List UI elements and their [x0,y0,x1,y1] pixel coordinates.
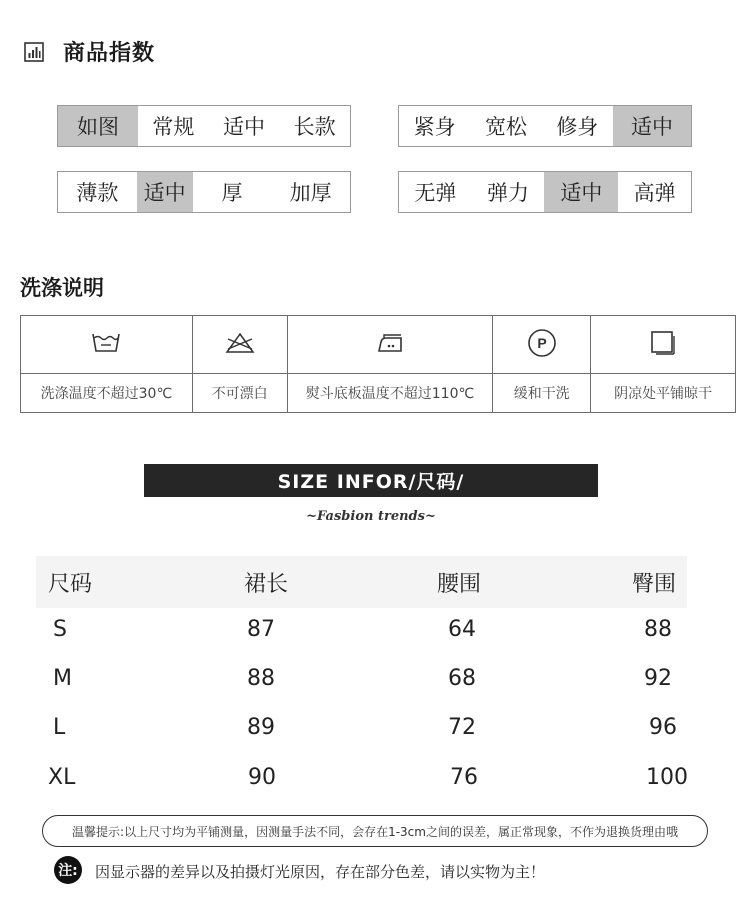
attr-option: 薄款 [76,181,119,205]
size-cell: S [53,617,67,642]
attr-group-thickness [57,171,351,213]
size-cell: 76 [450,765,478,790]
iron-icon [375,332,405,354]
wash-cell [493,316,591,374]
size-cell: 72 [448,715,476,740]
size-cell: 87 [247,617,275,642]
wash-label: 洗涤温度不超过30℃ [21,374,193,413]
dry-flat-icon [650,330,676,356]
size-table-header [36,556,687,608]
attr-option: 弹力 [487,181,529,205]
attr-option: 适中 [544,172,618,212]
color-note: 因显示器的差异以及拍摄灯光原因，存在部分色差，请以实物为主！ [95,863,546,881]
size-cell: 100 [646,765,688,790]
wash-care-table [20,315,736,413]
size-header-waist: 腰围 [437,572,482,597]
dry-clean-p-icon [527,328,557,358]
size-cell: 88 [644,617,672,642]
size-cell: 92 [644,666,672,691]
size-cell: 96 [649,715,677,740]
size-cell: 88 [247,666,275,691]
attr-group-elasticity [398,171,692,213]
size-cell: M [53,666,72,691]
attr-option: 加厚 [289,181,332,205]
wash-label: 阴凉处平铺晾干 [591,374,736,413]
wash-cell [591,316,736,374]
svg-text:P: P [537,334,547,351]
wash-cell [287,316,493,374]
attr-option: 宽松 [484,115,527,139]
attr-option: 适中 [137,172,193,212]
wash-cell [192,316,287,374]
size-header-hip: 臀围 [632,572,677,597]
size-header-length: 裙长 [244,572,289,597]
size-cell: 68 [448,666,476,691]
section-title-wash: 洗涤说明 [20,276,104,300]
size-subtitle: ~Fasbion trends~ [306,509,436,524]
attr-option: 紧身 [413,115,456,139]
size-banner: SIZE INFOR/尺码/ [144,464,598,497]
no-bleach-icon [225,332,255,354]
attr-option: 无弹 [414,181,457,205]
size-cell: 90 [248,765,276,790]
size-cell: L [53,715,66,740]
attr-option: 厚 [221,181,243,205]
size-header-size: 尺码 [48,572,93,597]
wash-30-icon [91,332,121,354]
attr-option: 高弹 [633,181,676,205]
size-cell: XL [48,765,76,790]
attr-group-fit [398,105,692,147]
attr-option: 适中 [613,106,691,146]
attr-option: 常规 [152,115,195,139]
note-badge: 注: [54,856,82,884]
section-title-index: 商品指数 [63,41,156,66]
wash-label: 熨斗底板温度不超过110℃ [287,374,493,413]
wash-label: 不可漂白 [192,374,287,413]
wash-label: 缓和干洗 [493,374,591,413]
attr-option: 修身 [556,115,599,139]
measurement-tip: 温馨提示:以上尺寸均为平铺测量，因测量手法不同，会存在1-3cm之间的误差，属正常现象，不作为退换货理由哦 [42,815,708,847]
size-cell: 89 [247,715,275,740]
attr-group-length [57,105,351,147]
bar-chart-icon [24,42,44,62]
attr-option: 长款 [293,115,336,139]
size-cell: 64 [448,617,476,642]
attr-option: 如图 [58,106,138,146]
wash-cell [21,316,193,374]
attr-option: 适中 [223,115,265,139]
